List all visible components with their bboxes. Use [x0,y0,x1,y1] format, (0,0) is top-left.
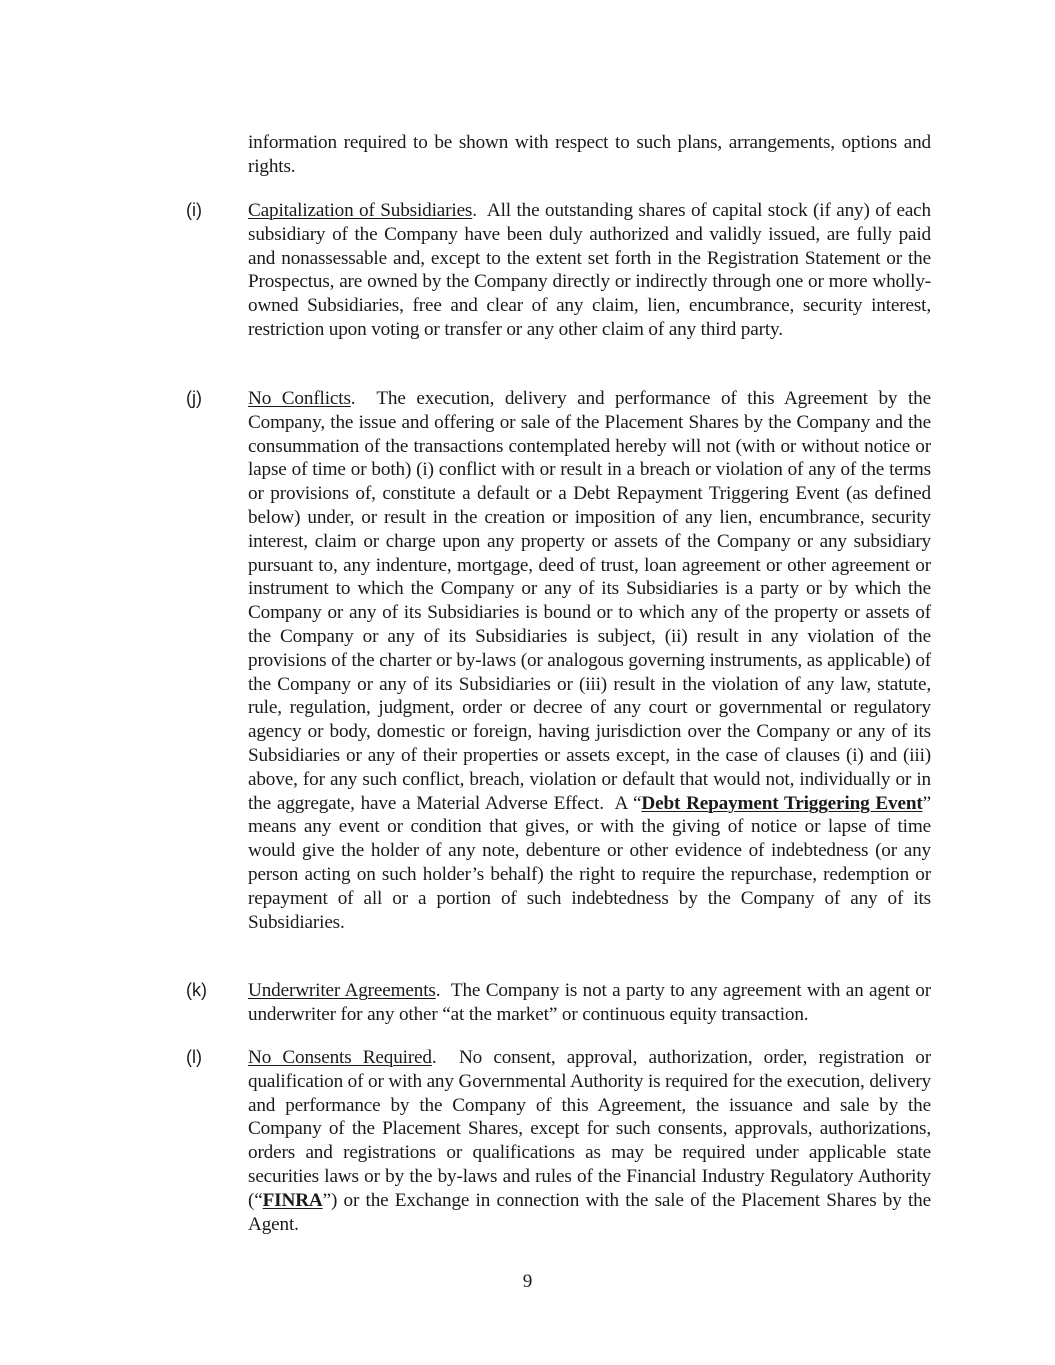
section-label: (j) [186,388,202,408]
section-text: All the outstanding shares of capital stock (if any) of each subsidiary of the Company have been duly authorized and validly issued, are fully paid and nonassessable and, except to the extent set forth in the Registration Statement or the Prospectus, are owned by the Company directly or indirectly through one or more wholly-owned Subsidiaries, free and clear of any claim, lien, encumbrance, security interest, restriction upon voting or transfer or any other claim of any third party. [248,200,936,340]
section-body [248,387,936,934]
section-text: The Company is not a party to any agreement with an agent or underwriter for any other “at the market” or continuous equity transaction. [248,980,936,1025]
section-label: (l) [186,1047,202,1067]
heading-suffix: . [431,1047,437,1068]
section-body [248,199,936,342]
page-number: 9 [522,1271,533,1292]
section-text-continued: ” means any event or condition that gives, or with the giving of notice or lapse of time would give the holder of any note, debenture or other evidence of indebtedness (or any person acting on such holder’s behalf) the right to require the repurchase, redemption or repayment of all or a portion of such indebtedness by the Company of any of its Subsidiaries. [248,792,931,933]
section-text: No consent, approval, authorization, order, registration or qualification of or with any Governmental Authority is required for the execution, delivery and performance by the Company of this Agreement, the issuance and sale by the Company of the Placement Shares, except for such consents, approvals, authorizations, orders and registrations or qualifications as may be required under applicable state securities laws or by the by-laws and rules of the Financial Industry Regulatory Authority (“ [248,1047,936,1211]
defined-term-finra: FINRA [262,1189,323,1211]
heading-suffix: . [472,200,477,221]
section-heading: No Consents Required [248,1047,432,1068]
section-heading: Underwriter Agreements [248,980,436,1001]
section-text: The execution, delivery and performance of this Agreement by the Company, the issue and offering or sale of the Placement Shares by the Company and the consummation of the transactions contemplated hereby will not (with or without notice or lapse of time or both) (i) conflict with or result in a breach or violation of any of the terms or provisions of, constitute a default or a Debt Repayment Triggering Event (as defined below) under, or result in the creation or imposition of any lien, encumbrance, security interest, claim or charge upon any property or assets of the Company or any subsidiary pursuant to, any indenture, mortgage, deed of trust, loan agreement or other agreement or instrument to which the Company or any of its Subsidiaries is a party or by which the Company or any of its Subsidiaries is bound or to which any of the property or assets of the Company or any of its Subsidiaries is subject, (ii) result in any violation of the provisions of the charter or by-laws (or analogous governing instruments, as applicable) of the Company or any of its Subsidiaries or (iii) result in the violation of any law, statute, rule, regulation, judgment, order or decree of any court or governmental or regulatory agency or body, domestic or foreign, having jurisdiction over the Company or any of its Subsidiaries or any of their properties or assets except, in the case of clauses (i) and (iii) above, for any such conflict, breach, violation or default that would not, individually or in the aggregate, have a Material Adverse Effect. A “ [248,388,936,814]
section-body [248,979,936,1027]
heading-suffix: . [435,980,441,1001]
section-heading: No Conflicts [248,388,351,409]
section-label: (k) [186,980,207,1000]
section-body [248,1046,936,1236]
defined-term-debt-repayment-triggering-event: Debt Repayment Triggering Event [641,792,923,814]
heading-suffix: . [350,388,356,409]
section-label: (i) [186,200,202,220]
section-text-continued: ”) or the Exchange in connection with the sale of the Placement Shares by the Agent. [248,1189,931,1235]
section-heading: Capitalization of Subsidiaries [248,200,473,221]
continuation-paragraph: information required to be shown with respect to such plans, arrangements, options and rights. [248,132,931,177]
